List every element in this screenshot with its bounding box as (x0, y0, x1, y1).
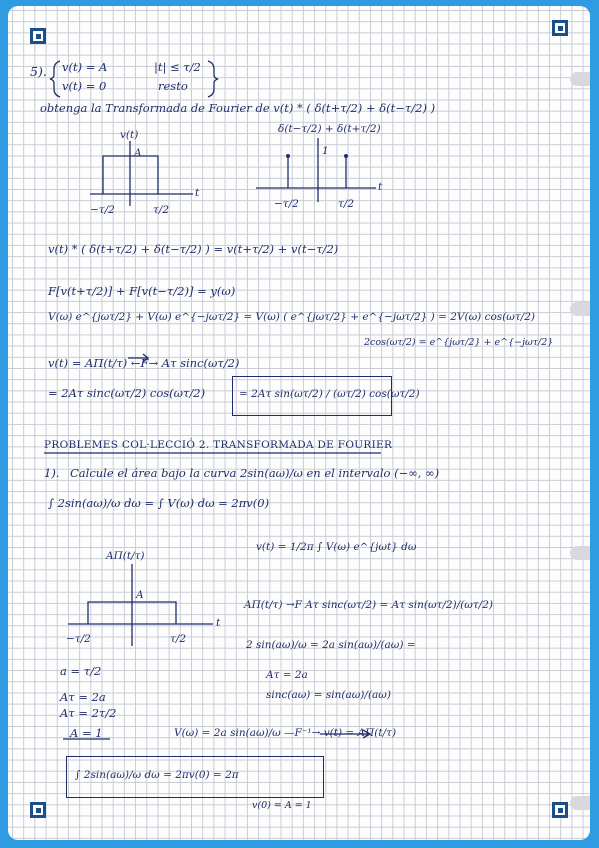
notebook-page (8, 6, 590, 840)
graph3-peak-label: A (136, 589, 144, 601)
graph1-left-label: −τ/2 (90, 204, 115, 216)
equation-convolution: v(t) * ( δ(t+τ/2) + δ(t−τ/2) ) = v(t+τ/2) + v(t−τ/2) (48, 242, 339, 256)
graph2-left-label: −τ/2 (274, 198, 299, 210)
graph3-left-label: −τ/2 (66, 633, 91, 645)
graph3-title: AΠ(t/τ) (106, 550, 145, 562)
equation-sinc-cos: = 2Aτ sinc(ωτ/2) cos(ωτ/2) (48, 386, 206, 400)
equation-fourier-sum: F[v(t+τ/2)] + F[v(t−τ/2)] = y(ω) (48, 284, 236, 298)
graph1-title: v(t) (120, 129, 139, 141)
problem-number: 5). (30, 64, 47, 79)
collection-heading: PROBLEMES COL·LECCIÓ 2. TRANSFORMADA DE FOURIER (44, 439, 393, 451)
system-equation-2: sinc(aω) = sin(aω)/(aω) (266, 689, 391, 701)
piecewise-case-2: v(t) = 0 (62, 79, 107, 93)
param-A-result: A = 1 (70, 726, 103, 740)
graph3-axis-label: t (216, 617, 221, 629)
problem1-number: 1). (44, 466, 60, 480)
problem1-identify: 2 sin(aω)/ω = 2a sin(aω)/(aω) = (246, 639, 416, 651)
graph2-peak-label: 1 (322, 145, 329, 157)
final-result-box (66, 756, 324, 798)
piecewise-condition-1: |t| ≤ τ/2 (154, 60, 201, 74)
problem1-inverse-transform: v(t) = 1/2π ∫ V(ω) e^{jωt} dω (256, 541, 417, 553)
piecewise-case-1: v(t) = A (62, 60, 108, 74)
graph2-title: δ(t−τ/2) + δ(t+τ/2) (278, 123, 381, 135)
boxed-result: = 2Aτ sin(ωτ/2) / (ωτ/2) cos(ωτ/2) (239, 388, 420, 400)
param-atau-2: Aτ = 2τ/2 (60, 706, 117, 720)
system-equation-1: Aτ = 2a (266, 669, 308, 681)
graph3-right-label: τ/2 (170, 633, 187, 645)
problem1-transform-pair: AΠ(t/τ) →F Aτ sinc(ωτ/2) = Aτ sin(ωτ/2)/(ωτ/2) (244, 599, 493, 611)
graph2-axis-label: t (378, 181, 383, 193)
graph1-axis-label: t (195, 187, 200, 199)
param-atau-1: Aτ = 2a (60, 690, 106, 704)
param-a: a = τ/2 (60, 664, 102, 678)
final-note: v(0) = A = 1 (252, 800, 312, 811)
equation-cos-identity: 2cos(ωτ/2) = e^{jωτ/2} + e^{−jωτ/2} (364, 337, 554, 348)
graph1-right-label: τ/2 (153, 204, 170, 216)
graph1-peak-label: A (134, 147, 142, 159)
final-result: ∫ 2sin(aω)/ω dω = 2πv(0) = 2π (75, 769, 239, 781)
problem1-inverse-pair: V(ω) = 2a sin(aω)/ω —F⁻¹→ v(t) = AΠ(t/τ) (174, 727, 397, 739)
piecewise-condition-2: resto (158, 79, 188, 93)
problem1-integral: ∫ 2sin(aω)/ω dω = ∫ V(ω) dω = 2πv(0) (48, 496, 270, 510)
graph2-right-label: τ/2 (338, 198, 355, 210)
result-box (232, 376, 420, 416)
problem1-statement: Calcule el área bajo la curva 2sin(aω)/ω en el intervalo (−∞, ∞) (70, 466, 440, 480)
problem-statement: obtenga la Transformada de Fourier de v(t) * ( δ(t+τ/2) + δ(t−τ/2) ) (40, 101, 436, 115)
equation-transform-pair: v(t) = AΠ(t/τ) ←F→ Aτ sinc(ωτ/2) (48, 356, 240, 370)
equation-exponentials: V(ω) e^{jωτ/2} + V(ω) e^{−jωτ/2} = V(ω) ( e^{jωτ/2} + e^{−jωτ/2} ) = 2V(ω) cos(ωτ/2) (48, 311, 535, 323)
